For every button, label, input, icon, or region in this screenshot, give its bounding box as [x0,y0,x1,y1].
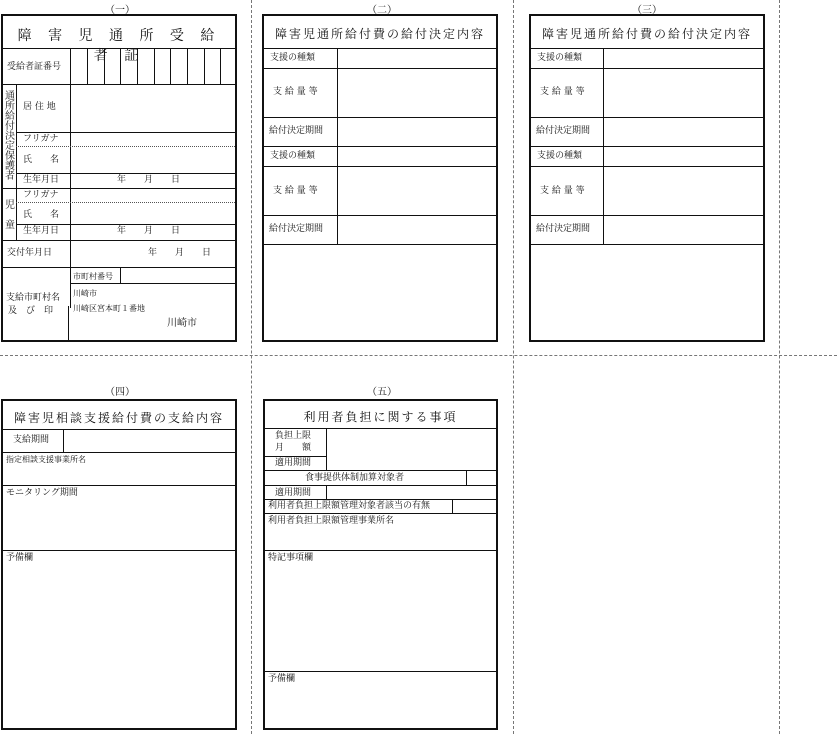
p5-limit-label-2: 月 額 [275,443,312,453]
cut-guide-vertical-3 [779,0,780,734]
panel-4-number: （四） [105,387,135,398]
birth-date-field: 年 月 日 [117,175,181,185]
panel-2-title: 障害児通所給付費の給付決定内容 [274,27,485,41]
p3-period-label-1: 給付決定期間 [536,126,591,136]
child-birth-label: 生年月日 [23,226,60,236]
address-label: 居 住 地 [23,102,56,112]
child-furigana-label: フリガナ [23,190,59,200]
cut-guide-horizontal [0,355,837,356]
municipality-seal-label: 及 び 印 [8,306,54,316]
p5-management-label: 利用者負担上限額管理対象者該当の有無 [268,501,431,511]
panel-5-title: 利用者負担に関する事項 [303,410,458,424]
child-birth-date-field: 年 月 日 [117,226,181,236]
panel-2-decision [262,14,498,342]
municipality-code-label: 市町村番号 [73,272,113,281]
guardian-label: 通所給付決定保護者 [5,91,15,182]
p2-period-label-1: 給付決定期間 [269,126,324,136]
p5-management-office-label: 利用者負担上限額管理事業所名 [268,516,395,526]
p4-reserve-label: 予備欄 [6,553,34,563]
p2-support-type-label-2: 支援の種類 [270,151,316,161]
child-name-label: 氏 名 [23,210,60,220]
cut-guide-vertical-2 [513,0,514,734]
p2-period-label-2: 給付決定期間 [269,224,324,234]
p5-reserve-label: 予備欄 [268,674,296,684]
panel-2-number: （二） [367,5,397,16]
p4-monitoring-label: モニタリング期間 [6,488,78,498]
panel-4-title: 障害児相談支援給付費の支給内容 [13,411,224,425]
p3-support-type-label-1: 支援の種類 [537,53,583,63]
city-name: 川崎市 [73,289,97,298]
p4-office-label: 指定相談支援事業所名 [6,455,86,464]
panel-3-number: （三） [632,5,662,16]
cut-guide-vertical-1 [251,0,252,734]
p2-amount-label-2: 支 給 量 等 [273,186,318,196]
p4-period-label: 支給期間 [13,435,50,445]
cert-number-label: 受給者証番号 [7,62,62,72]
panel-5-number: （五） [367,387,397,398]
p3-amount-label-1: 支 給 量 等 [540,87,585,97]
p5-notes-label: 特記事項欄 [268,553,314,563]
p2-support-type-label-1: 支援の種類 [270,53,316,63]
p2-amount-label-1: 支 給 量 等 [273,87,318,97]
issue-date-label: 交付年月日 [7,248,53,258]
panel-5-user-burden [263,399,498,730]
panel-3-title: 障害児通所給付費の給付決定内容 [541,27,752,41]
p5-limit-label-1: 負担上限 [275,431,312,441]
panel-1-certificate [1,14,237,342]
issue-date-field: 年 月 日 [148,248,212,258]
municipality-label: 支給市町村名 [6,293,61,303]
p5-meal-label: 食事提供体制加算対象者 [305,473,405,483]
cert-number-digit-boxes [70,48,237,84]
panel-1-title: 障 害 児 通 所 受 給 者 証 [17,28,221,64]
name-label: 氏 名 [23,155,60,165]
city-address: 川崎区宮本町１番地 [73,304,145,313]
p3-period-label-2: 給付決定期間 [536,224,591,234]
child-label: 児童 [5,200,15,231]
city-seal: 川崎市 [167,318,197,329]
panel-4-consultation [1,399,237,730]
panel-1-col-divider-bottom [68,306,69,340]
p5-applicable-period-2: 適用期間 [275,488,312,498]
furigana-label: フリガナ [23,134,59,144]
birth-label: 生年月日 [23,175,60,185]
p5-applicable-period-1: 適用期間 [275,458,312,468]
panel-3-decision [529,14,765,342]
panel-1-number: （一） [105,5,135,16]
p3-support-type-label-2: 支援の種類 [537,151,583,161]
p3-amount-label-2: 支 給 量 等 [540,186,585,196]
